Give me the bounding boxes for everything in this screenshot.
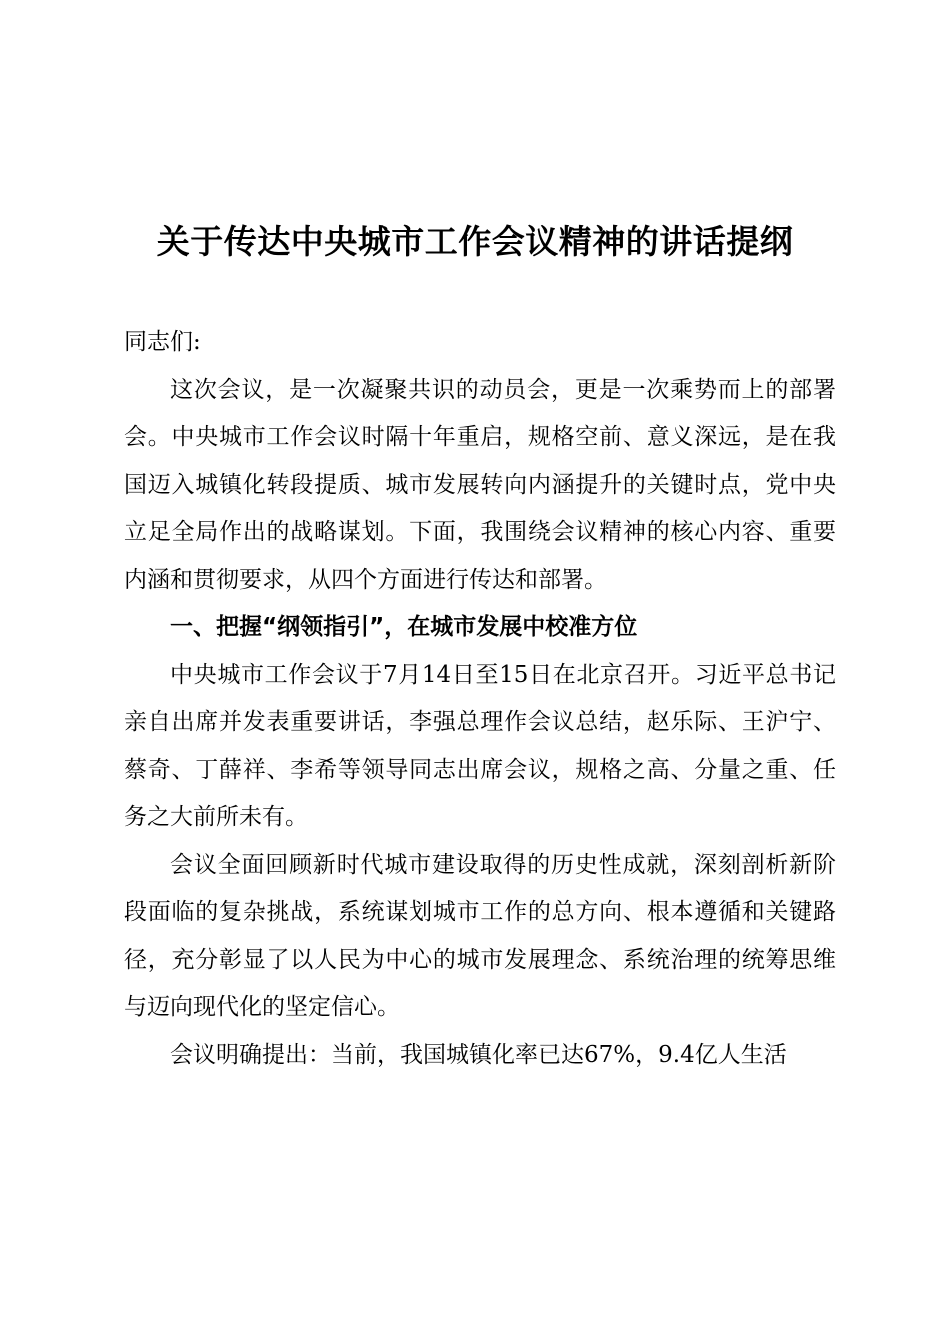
paragraph-intro: 这次会议，是一次凝聚共识的动员会，更是一次乘势而上的部署会。中央城市工作会议时隔十年重启，规格空前、意义深远，是在我国迈入城镇化转段提质、城市发展转向内涵提升的关键时点，党中央立足全局作出的战略谋划。下面，我围绕会议精神的核心内容、重要内涵和贯彻要求，从四个方面进行传达和部署。 [124,376,836,593]
section-heading-1: 一、把握“纲领指引”，在城市发展中校准方位 [170,614,638,640]
paragraph-meeting-review: 会议全面回顾新时代城市建设取得的历史性成就，深刻剖析新阶段面临的复杂挑战，系统谋划城市工作的总方向、根本遵循和关键路径，充分彰显了以人民为中心的城市发展理念、系统治理的统筹思维与迈向现代化的坚定信心。 [124,851,836,1020]
paragraph-meeting-points: 会议明确提出：当前，我国城镇化率已达67%，9.4亿人生活 [170,1041,787,1068]
salutation: 同志们: [124,329,201,355]
document-title: 关于传达中央城市工作会议精神的讲话提纲 [156,222,794,261]
document-body [124,319,836,1079]
paragraph-meeting-info: 中央城市工作会议于7月14日至15日在北京召开。习近平总书记亲自出席并发表重要讲话，李强总理作会议总结，赵乐际、王沪宁、蔡奇、丁薛祥、李希等领导同志出席会议，规格之高、分量之重、任务之大前所未有。 [124,661,836,830]
